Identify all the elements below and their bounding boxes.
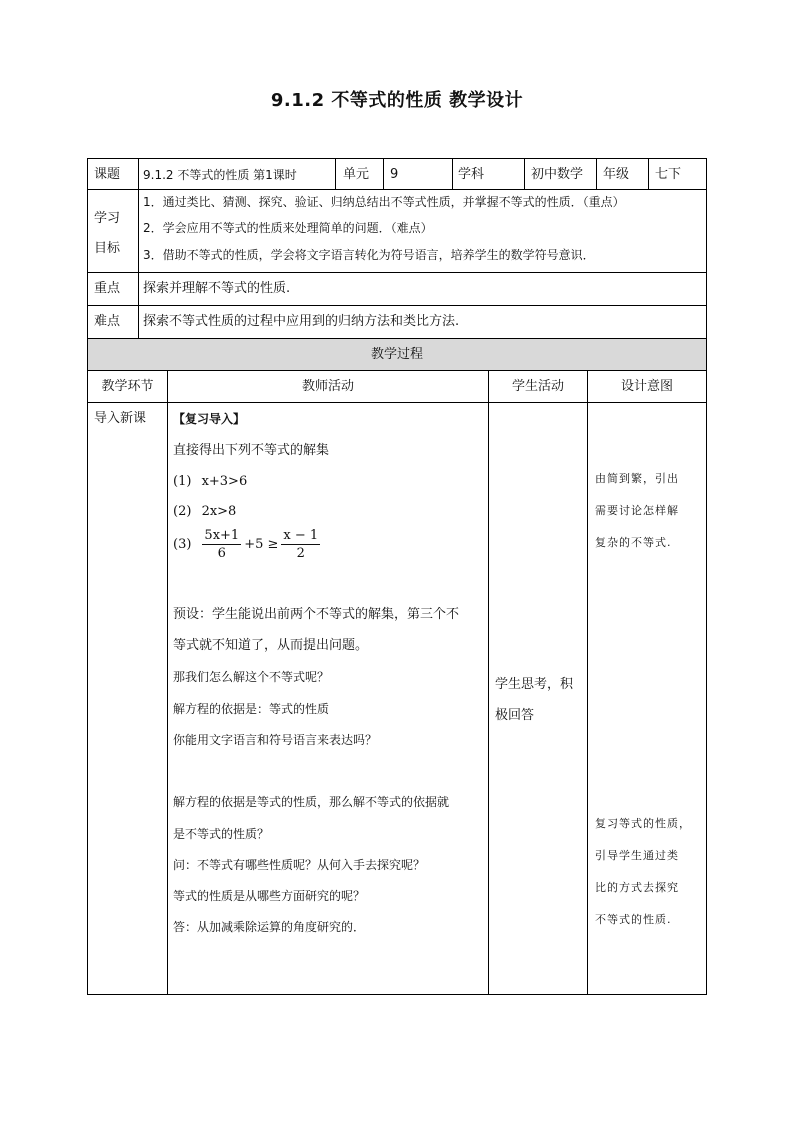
- teacher-heading: 【复习导入】: [173, 412, 246, 426]
- question-4-line-1: 解方程的依据是等式的性质，那么解不等式的依据就: [173, 795, 450, 809]
- fraction-2: [281, 528, 320, 561]
- objectives-label-2: 目标: [94, 241, 121, 256]
- exercise-3: [173, 528, 323, 561]
- difficulty-value: 探索不等式性质的过程中应用到的归纳方法和类比方法.: [143, 314, 460, 329]
- subject-value: 初中数学: [531, 167, 584, 182]
- design-intent-1-line-1: 由简到繁，引出: [595, 472, 679, 485]
- topic-label: 课题: [94, 167, 121, 182]
- design-intent-1: [595, 463, 679, 559]
- objective-item-2: 2．学会应用不等式的性质来处理简单的问题．（难点）: [143, 221, 433, 235]
- question-2: 解方程的依据是：等式的性质: [173, 702, 330, 716]
- column-header-teacher: 教师活动: [301, 379, 354, 394]
- fraction-1: [202, 528, 241, 561]
- question-4-line-2: 是不等式的性质？: [173, 827, 270, 841]
- question-3: 你能用文字语言和符号语言来表达吗？: [173, 733, 378, 747]
- page-title: 9.1.2 不等式的性质 教学设计: [270, 90, 524, 111]
- design-intent-2: [595, 808, 691, 936]
- subject-label: 学科: [458, 167, 485, 182]
- design-intent-1-line-3: 复杂的不等式.: [595, 536, 672, 549]
- design-intent-2-line-2: 引导学生通过类: [595, 849, 679, 862]
- column-header-design: 设计意图: [620, 379, 673, 394]
- exercise-3-middle: +5 ≥: [244, 537, 279, 552]
- exercise-2-label: (2): [173, 504, 192, 519]
- fraction-1-numerator: 5x+1: [204, 528, 240, 543]
- key-point-label: 重点: [94, 281, 121, 296]
- preset-line-2: 等式就不知道了，从而提出问题。: [173, 638, 369, 653]
- key-point-value: 探索并理解不等式的性质.: [143, 281, 291, 296]
- design-intent-2-line-3: 比的方式去探究: [595, 881, 679, 894]
- objectives-label-1: 学习: [94, 211, 121, 226]
- fraction-1-denominator: 6: [217, 546, 226, 561]
- design-intent-2-line-1: 复习等式的性质，: [595, 817, 691, 830]
- exercise-1-expr: x+3>6: [201, 474, 248, 489]
- student-line-1: 学生思考，积: [495, 677, 574, 692]
- fraction-2-numerator: x − 1: [283, 528, 319, 543]
- exercise-3-label: (3): [173, 537, 192, 552]
- answer-7: 答：从加减乘除运算的角度研究的．: [173, 920, 366, 934]
- exercise-2: [173, 503, 236, 521]
- unit-label: 单元: [343, 167, 370, 182]
- preset-line-1: 预设：学生能说出前两个不等式的解集，第三个不: [173, 607, 460, 622]
- fraction-2-denominator: 2: [296, 546, 305, 561]
- design-intent-1-line-2: 需要讨论怎样解: [595, 504, 679, 517]
- topic-value: 9.1.2 不等式的性质 第1课时: [143, 168, 297, 182]
- question-6: 等式的性质是从哪些方面研究的呢？: [173, 889, 366, 903]
- grade-value: 七下: [655, 167, 682, 182]
- exercise-2-expr: 2x>8: [201, 504, 237, 519]
- stage-label: 导入新课: [94, 411, 147, 426]
- student-line-2: 极回答: [495, 708, 535, 723]
- unit-value: 9: [390, 167, 399, 182]
- design-intent-2-line-4: 不等式的性质.: [595, 913, 672, 926]
- teacher-intro: 直接得出下列不等式的解集: [173, 443, 330, 458]
- column-header-student: 学生活动: [511, 379, 564, 394]
- question-5: 问：不等式有哪些性质呢？从何入手去探究呢？: [173, 858, 426, 872]
- column-header-stage: 教学环节: [101, 379, 154, 394]
- objective-item-1: 1．通过类比、猜测、探究、验证、归纳总结出不等式性质，并掌握不等式的性质．（重点）: [143, 195, 625, 209]
- exercise-1: [173, 473, 247, 491]
- objective-item-3: 3．借助不等式的性质，学会将文字语言转化为符号语言，培养学生的数学符号意识．: [143, 248, 595, 262]
- grade-label: 年级: [603, 167, 630, 182]
- process-banner: 教学过程: [370, 347, 423, 362]
- exercise-1-label: (1): [173, 474, 192, 489]
- question-1: 那我们怎么解这个不等式呢？: [173, 670, 330, 684]
- difficulty-label: 难点: [94, 314, 121, 329]
